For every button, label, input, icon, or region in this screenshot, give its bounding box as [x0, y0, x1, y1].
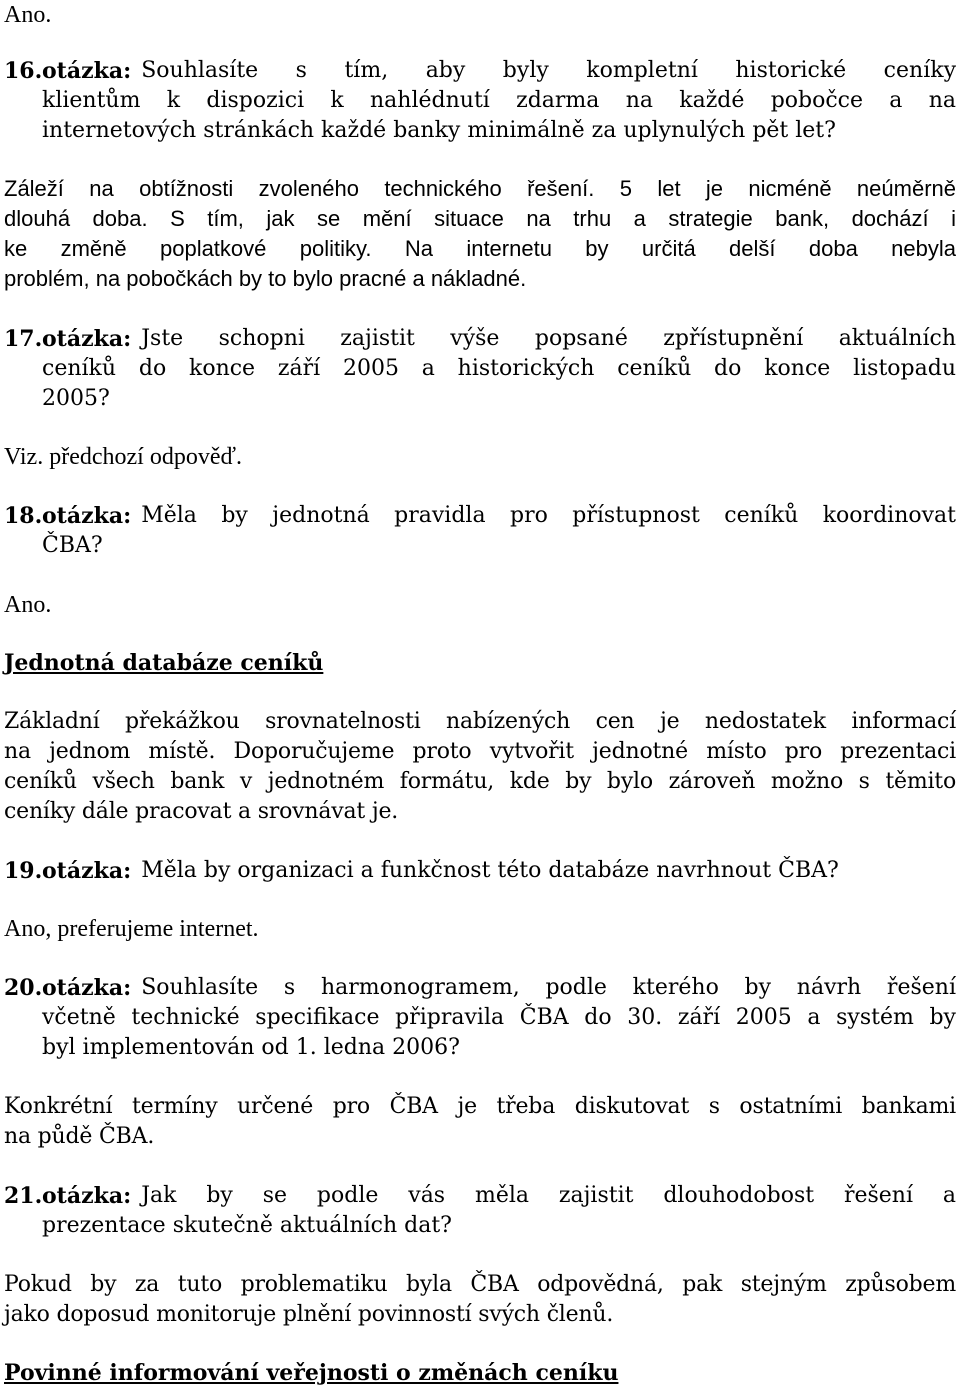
question-21 — [4, 1181, 956, 1241]
answer-17: Viz. předchozí odpověď. — [4, 444, 242, 470]
question-16 — [4, 56, 956, 146]
question-label: otázka: — [42, 326, 132, 352]
question-number: 21. — [4, 1183, 43, 1209]
question-number: 18. — [4, 503, 43, 529]
section-text-line: Základní překážkou srovnatelnosti nabízených cen je nedostatek informací — [4, 709, 956, 734]
section-text-line: ceníků všech bank v jednotném formátu, kde by bylo zároveň možno s těmito — [4, 769, 956, 794]
question-18 — [4, 501, 956, 561]
question-text-line: ceníků do konce září 2005 a historických ceníků do konce listopadu — [42, 356, 956, 381]
section-text-line: ceníky dále pracovat a srovnávat je. — [4, 799, 399, 824]
answer-18: Ano. — [4, 592, 52, 618]
answer-top: Ano. — [4, 2, 52, 28]
question-number: 16. — [4, 58, 43, 84]
question-text-line: internetových stránkách každé banky minimálně za uplynulých pět let? — [42, 118, 836, 143]
question-20 — [4, 973, 956, 1063]
answer-21-line: Pokud by za tuto problematiku byla ČBA odpovědná, pak stejným způsobem — [4, 1272, 956, 1297]
question-label: otázka: — [42, 858, 132, 884]
answer-20-line: Konkrétní termíny určené pro ČBA je třeba diskutovat s ostatními bankami — [4, 1094, 956, 1119]
question-label: otázka: — [42, 58, 132, 84]
question-text-line: byl implementován od 1. ledna 2006? — [42, 1035, 460, 1060]
answer-16-line: Záleží na obtížnosti zvoleného technického řešení. 5 let je nicméně neúměrně — [4, 176, 956, 201]
question-label: otázka: — [42, 503, 132, 529]
section-text-line: na jednom místě. Doporučujeme proto vytvořit jednotné místo pro prezentaci — [4, 739, 956, 764]
question-text-line: Měla by jednotná pravidla pro přístupnost ceníků koordinovat — [141, 503, 956, 528]
question-label: otázka: — [42, 975, 132, 1001]
question-text-line: ČBA? — [42, 533, 103, 558]
question-text-line: Měla by organizaci a funkčnost této databáze navrhnout ČBA? — [141, 858, 839, 883]
question-number: 17. — [4, 326, 43, 352]
section-heading: Povinné informování veřejnosti o změnách ceníku — [4, 1360, 619, 1386]
question-text-line: Jak by se podle vás měla zajistit dlouhodobost řešení a — [141, 1183, 956, 1208]
question-text-line: Souhlasíte s tím, aby byly kompletní historické ceníky — [141, 58, 956, 83]
answer-16-line: ke změně poplatkové politiky. Na internetu by určitá delší doba nebyla — [4, 236, 956, 261]
question-19 — [4, 856, 956, 886]
answer-16-line: problém, na pobočkách by to bylo pracné a nákladné. — [4, 266, 527, 291]
question-number: 20. — [4, 975, 43, 1001]
question-text-line: Jste schopni zajistit výše popsané zpřístupnění aktuálních — [141, 326, 956, 351]
question-number: 19. — [4, 858, 43, 884]
question-text-line: klientům k dispozici k nahlédnutí zdarma na každé pobočce a na — [42, 88, 956, 113]
question-label: otázka: — [42, 1183, 132, 1209]
question-17 — [4, 324, 956, 414]
question-text-line: Souhlasíte s harmonogramem, podle kterého by návrh řešení — [141, 975, 956, 1000]
answer-16-line: dlouhá doba. S tím, jak se mění situace na trhu a strategie bank, dochází i — [4, 206, 956, 231]
question-text-line: včetně technické specifikace připravila ČBA do 30. září 2005 a systém by — [42, 1005, 956, 1030]
section-heading: Jednotná databáze ceníků — [4, 650, 324, 676]
answer-19: Ano, preferujeme internet. — [4, 916, 259, 942]
answer-20-line: na půdě ČBA. — [4, 1124, 155, 1149]
question-text-line: 2005? — [42, 386, 110, 411]
answer-21-line: jako doposud monitoruje plnění povinností svých členů. — [4, 1302, 614, 1327]
question-text-line: prezentace skutečně aktuálních dat? — [42, 1213, 452, 1238]
